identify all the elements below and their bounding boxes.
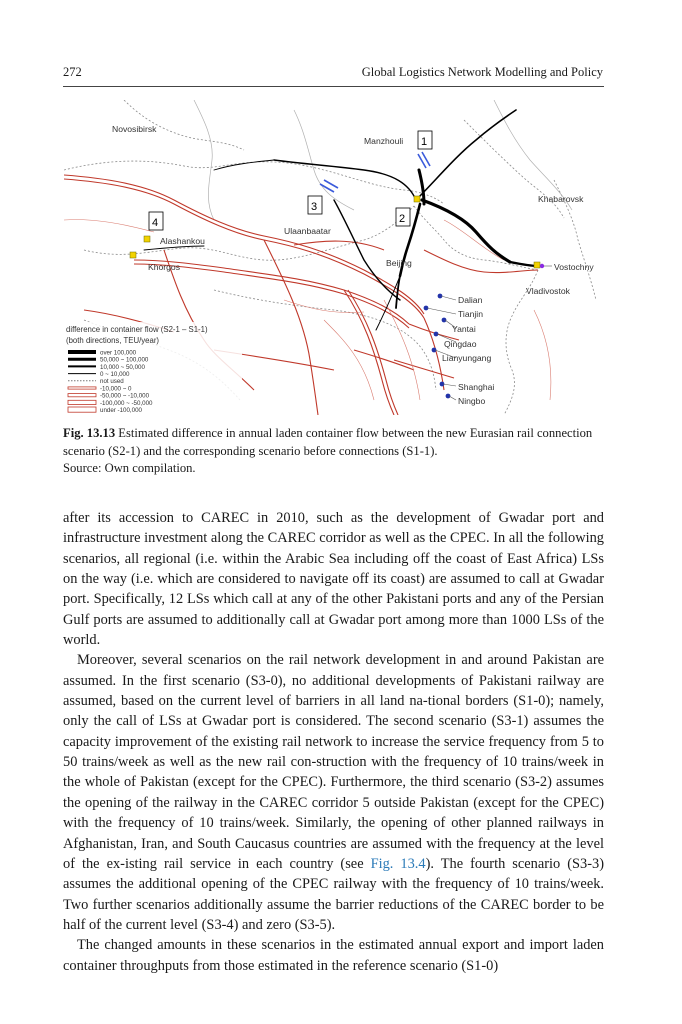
legend-label: -50,000 ~ -10,000 (100, 392, 150, 400)
page-number: 272 (63, 64, 82, 79)
label-alashankou: Alashankou (160, 236, 205, 246)
label-tianjin: Tianjin (458, 309, 483, 319)
figure-legend (64, 322, 242, 414)
paragraph-2-part-1: Moreover, several scenarios on the rail network development in and around Pakistan are assumed. In the first scenario (S3-0), no additional developments of Pakistani railway are assumed, based on the current level of barriers in all land na-tional borders (S1-0); namely, only the call of LSs at Gwadar port is considered. The second scenario (S3-1) assumes the capacity improvement of the existing rail network to increase the service frequency from 5 to 50 trains/week as well as the new rail con-struction with the frequency of 10 trains/week in the whole of Pakistan (except for the CPEC). Furthermore, the third scenario (S3-2) assumes the opening of the railway in the CAREC corridor 5 outside Pakistan (except for the CPEC) with the frequency of 10 trains/week. Similarly, the opening of other planned railways in Afghanistan, Iran, and South Caucasus countries are assumed with the frequency at the level of the ex-isting rail service in each country (see (63, 652, 604, 872)
header-rule (63, 86, 604, 87)
running-title: Global Logistics Network Modelling and Policy (361, 64, 603, 79)
legend-label: -100,000 ~ -50,000 (100, 399, 153, 407)
label-ningbo: Ningbo (458, 396, 486, 406)
legend-label: over 100,000 (100, 349, 137, 357)
caption-source: Source: Own compilation. (63, 461, 196, 476)
label-novosibirsk: Novosibirsk (112, 124, 157, 134)
label-lianyungang: Lianyungang (442, 353, 492, 363)
legend-title-1: difference in container flow (S2-1 – S1-1) (66, 325, 208, 334)
crossing-label-4: 4 (152, 217, 159, 229)
legend-label: 0 ~ 10,000 (100, 371, 130, 378)
label-beijing: Beijing (386, 258, 412, 268)
figure-map (64, 100, 604, 415)
label-yantai: Yantai (452, 324, 476, 334)
body-text (63, 508, 604, 976)
legend-label: 50,000 ~ 100,000 (100, 356, 149, 364)
label-khabarovsk: Khabarovsk (538, 194, 584, 204)
label-ulaanbaatar: Ulaanbaatar (284, 226, 331, 236)
legend-title-2: (both directions, TEU/year) (66, 336, 160, 345)
crossing-label-3: 3 (311, 201, 318, 213)
label-vladivostok: Vladivostok (526, 286, 570, 296)
label-khorgos: Khorgos (148, 262, 181, 272)
figure-caption (63, 425, 604, 478)
paragraph-1: after its accession to CAREC in 2010, such as the development of Gwadar port and infrastructure investment along the CAREC corridor as well as the CPEC. In all the following scenarios, all regional (i.e. within the Arabic Sea including off the coast of East Africa) LSs on the way (i.e. which are considered to navigate off its coast) are assumed to call at Gwadar port. Specifically, 12 LSs which call at any of the other Pakistani ports and any of the Persian Gulf ports are assumed to additionally call at Gwadar port among more than 1000 LSs of the world. (63, 510, 604, 649)
caption-text: Estimated difference in annual laden container flow between the new Eurasian rail connection scenario (S2-1) and the corresponding scenario before connections (S1-1). (63, 426, 593, 458)
legend-label: -10,000 ~ 0 (100, 385, 132, 393)
legend-label: 10,000 ~ 50,000 (100, 363, 145, 371)
paragraph-2 (63, 650, 604, 935)
paragraph-3: The changed amounts in these scenarios in the estimated annual export and import laden container throughputs from those estimated in the reference scenario (S1-0) (63, 937, 604, 974)
legend-label: not used (100, 378, 124, 386)
label-dalian: Dalian (458, 295, 483, 305)
label-vostochny: Vostochny (554, 262, 594, 272)
label-qingdao: Qingdao (444, 339, 477, 349)
legend-label: under -100,000 (100, 407, 142, 414)
running-header (63, 63, 603, 81)
crossing-label-1: 1 (421, 136, 428, 148)
crossing-label-2: 2 (399, 213, 406, 225)
figure-reference-link[interactable]: Fig. 13.4 (370, 855, 426, 872)
caption-label: Fig. 13.13 (63, 426, 116, 440)
rivers (194, 100, 572, 220)
label-manzhouli: Manzhouli (364, 136, 404, 146)
label-shanghai: Shanghai (458, 382, 495, 392)
paragraph-2-part-2: ). The fourth scenario (S3-3) assumes the additional opening of the CPEC railway with the frequency of 10 trains/week. Two further scenarios additionally assume the barrier reductions of the CAREC border to be half of the current level (S3-4) and zero (S3-5). (63, 855, 604, 933)
